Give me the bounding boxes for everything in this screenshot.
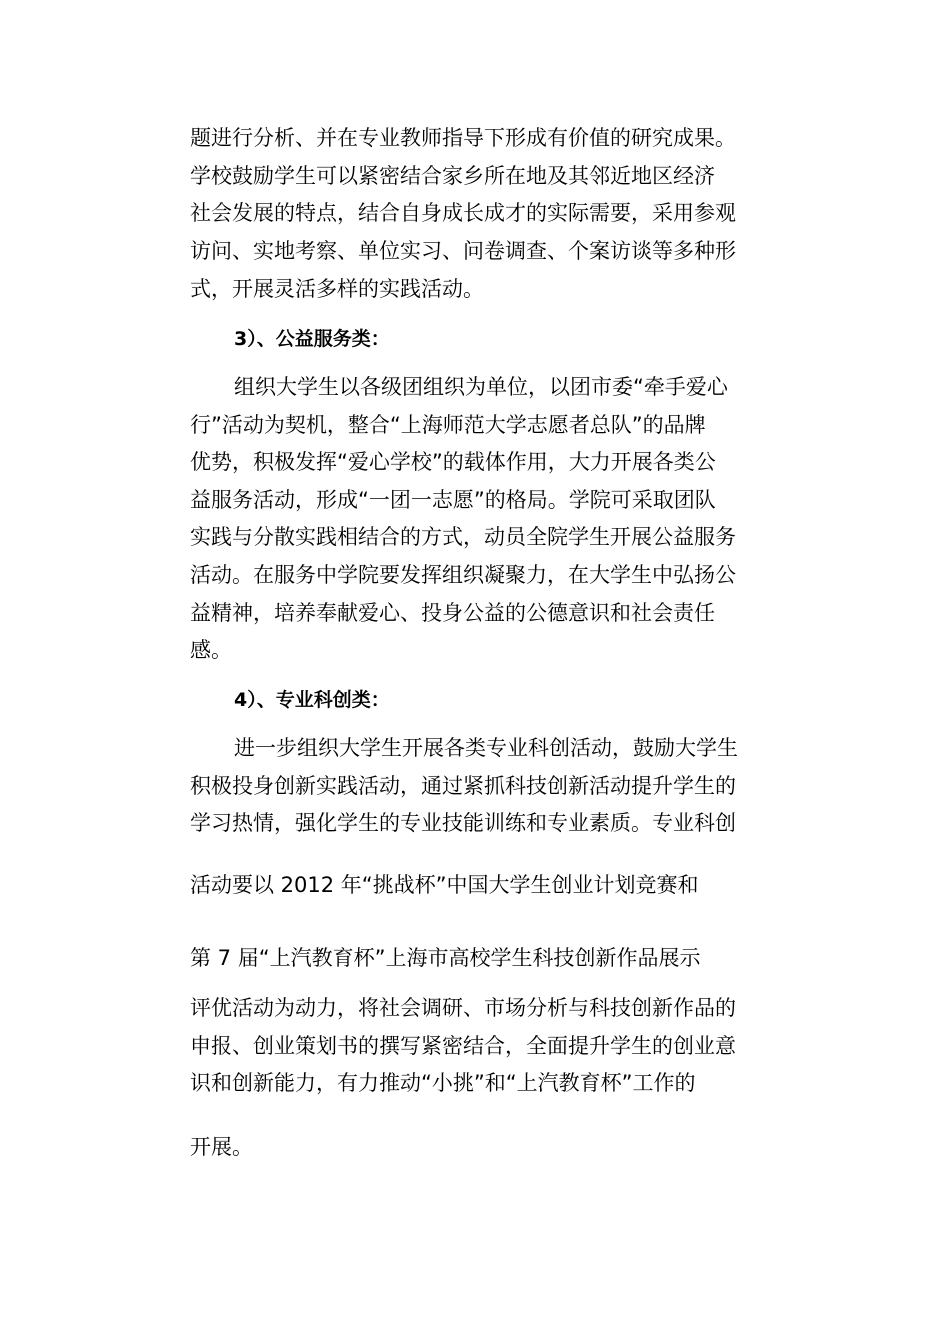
paragraph-1-line-5: 式，开展灵活多样的实践活动。 bbox=[190, 277, 484, 301]
section-4-line-8: 识和创新能力，有力推动“小挑”和“上汽教育杯”工作的 bbox=[190, 1071, 696, 1095]
paragraph-1-line-2: 学校鼓励学生可以紧密结合家乡所在地及其邻近地区经济 bbox=[190, 164, 715, 188]
section-3-line-3: 优势，积极发挥“爱心学校”的载体作用，大力开展各类公 bbox=[190, 450, 716, 474]
section-4-line-9: 开展。 bbox=[190, 1135, 253, 1159]
section-4-line-3: 学习热情，强化学生的专业技能训练和专业素质。专业科创 bbox=[190, 811, 736, 835]
section-4-line-6: 评优活动为动力，将社会调研、市场分析与科技创新作品的 bbox=[190, 996, 736, 1020]
section-3-line-1: 组织大学生以各级团组织为单位，以团市委“牵手爱心 bbox=[234, 375, 728, 399]
section-3-heading: 3）、公益服务类： bbox=[234, 328, 390, 350]
section-4-heading: 4）、专业科创类： bbox=[234, 689, 390, 711]
paragraph-1-line-4: 访问、实地考察、单位实习、问卷调查、个案访谈等多种形 bbox=[190, 239, 736, 263]
section-4-line-7: 申报、创业策划书的撰写紧密结合，全面提升学生的创业意 bbox=[190, 1034, 736, 1058]
section-3-line-2: 行”活动为契机，整合“上海师范大学志愿者总队”的品牌 bbox=[190, 413, 706, 437]
section-3-line-8: 感。 bbox=[190, 638, 232, 662]
section-3-line-5: 实践与分散实践相结合的方式，动员全院学生开展公益服务 bbox=[190, 525, 736, 549]
section-3-line-7: 益精神，培养奉献爱心、投身公益的公德意识和社会责任 bbox=[190, 601, 715, 625]
section-3-line-6: 活动。在服务中学院要发挥组织凝聚力，在大学生中弘扬公 bbox=[190, 563, 736, 587]
section-4-line-2: 积极投身创新实践活动，通过紧抓科技创新活动提升学生的 bbox=[190, 774, 736, 798]
section-4-line-4: 活动要以 2012 年“挑战杯”中国大学生创业计划竞赛和 bbox=[190, 873, 699, 897]
section-4-line-5: 第 7 届“上汽教育杯”上海市高校学生科技创新作品展示 bbox=[190, 946, 701, 970]
section-4-line-1: 进一步组织大学生开展各类专业科创活动，鼓励大学生 bbox=[234, 736, 738, 760]
paragraph-1-line-3: 社会发展的特点，结合自身成长成才的实际需要，采用参观 bbox=[190, 201, 736, 225]
paragraph-1-line-1: 题进行分析、并在专业教师指导下形成有价值的研究成果。 bbox=[190, 126, 736, 150]
section-3-line-4: 益服务活动，形成“一团一志愿”的格局。学院可采取团队 bbox=[190, 488, 716, 512]
